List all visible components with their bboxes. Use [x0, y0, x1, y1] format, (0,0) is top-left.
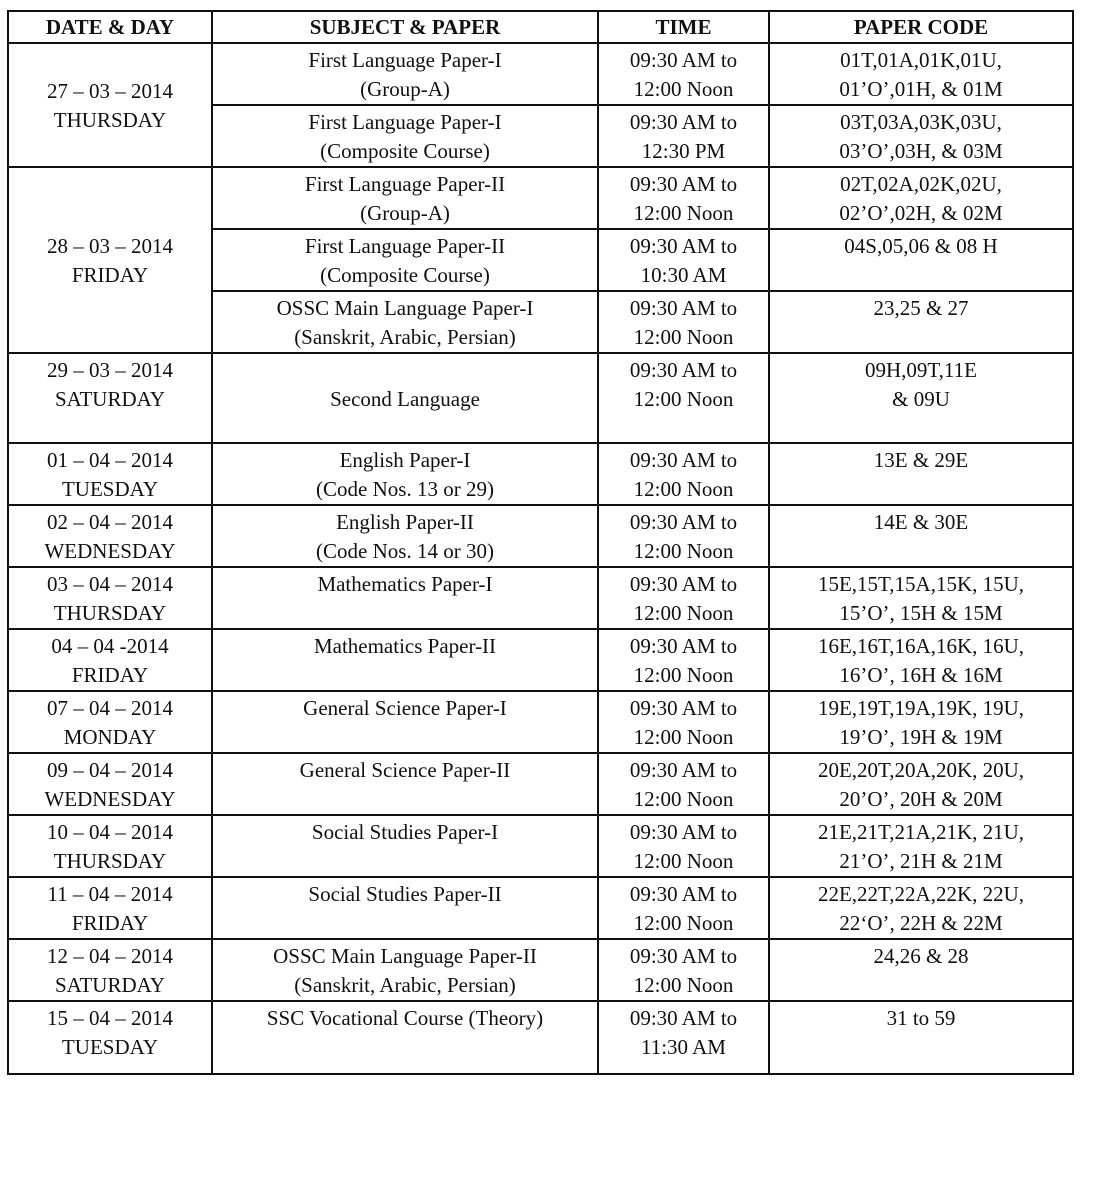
subject-cell: [212, 353, 598, 443]
header-subject-paper: SUBJECT & PAPER: [212, 11, 598, 43]
time-line: 09:30 AM to: [629, 296, 738, 320]
table-row: [8, 167, 1073, 229]
subject-cell: [212, 691, 598, 753]
exam-date: 11 – 04 – 2014: [47, 882, 173, 906]
table-row: [8, 939, 1073, 1001]
subject-line: (Composite Course): [320, 263, 490, 287]
subject-line: OSSC Main Language Paper-I: [276, 296, 534, 320]
date-day-cell: [8, 877, 212, 939]
paper-code-cell: [769, 505, 1073, 567]
paper-code-line: 15E,15T,15A,15K, 15U,: [817, 572, 1025, 596]
time-line: 09:30 AM to: [629, 696, 738, 720]
time-line: 09:30 AM to: [629, 634, 738, 658]
time-line: 12:00 Noon: [633, 201, 734, 225]
table-row: [8, 567, 1073, 629]
date-day-cell: [8, 1001, 212, 1074]
table-row: [8, 629, 1073, 691]
time-line: 12:00 Noon: [633, 973, 734, 997]
time-line: 12:00 Noon: [633, 663, 734, 687]
exam-date: 09 – 04 – 2014: [47, 758, 173, 782]
time-line: 12:00 Noon: [633, 77, 734, 101]
subject-line: (Code Nos. 14 or 30): [316, 539, 494, 563]
paper-code-line: 19E,19T,19A,19K, 19U,: [817, 696, 1025, 720]
exam-day: SATURDAY: [54, 387, 166, 411]
paper-code-line: 21’O’, 21H & 21M: [839, 849, 1003, 873]
exam-day: THURSDAY: [53, 601, 167, 625]
paper-code-cell: [769, 105, 1073, 167]
paper-code-cell: [769, 815, 1073, 877]
time-line: 12:00 Noon: [633, 849, 734, 873]
subject-cell: [212, 815, 598, 877]
time-line: 09:30 AM to: [629, 944, 738, 968]
subject-cell: [212, 1001, 598, 1074]
exam-date: 15 – 04 – 2014: [47, 1006, 173, 1030]
timetable-body: [8, 43, 1073, 1074]
paper-code-cell: [769, 229, 1073, 291]
paper-code-line: 21E,21T,21A,21K, 21U,: [817, 820, 1025, 844]
header-row: [8, 11, 1073, 43]
exam-date: 10 – 04 – 2014: [47, 820, 173, 844]
time-line: 12:00 Noon: [633, 477, 734, 501]
paper-code-line: 23,25 & 27: [873, 296, 969, 320]
paper-code-line: 01T,01A,01K,01U,: [840, 48, 1002, 72]
time-cell: [598, 939, 769, 1001]
subject-line: OSSC Main Language Paper-II: [273, 944, 537, 968]
paper-code-cell: [769, 43, 1073, 105]
paper-code-line: 13E & 29E: [873, 448, 969, 472]
time-cell: [598, 291, 769, 353]
table-row: [8, 505, 1073, 567]
paper-code-line: 16’O’, 16H & 16M: [839, 663, 1003, 687]
time-line: 09:30 AM to: [629, 358, 738, 382]
header-time: TIME: [598, 11, 769, 43]
subject-line: Second Language: [330, 387, 480, 411]
exam-day: WEDNESDAY: [44, 787, 176, 811]
subject-cell: [212, 229, 598, 291]
exam-day: THURSDAY: [53, 108, 167, 132]
time-line: 09:30 AM to: [629, 110, 738, 134]
paper-code-cell: [769, 291, 1073, 353]
time-cell: [598, 167, 769, 229]
time-line: 09:30 AM to: [629, 510, 738, 534]
table-row: [8, 815, 1073, 877]
time-line: 12:00 Noon: [633, 387, 734, 411]
time-cell: [598, 753, 769, 815]
exam-day: TUESDAY: [61, 1035, 159, 1059]
date-day-cell: [8, 167, 212, 353]
paper-code-line: 03T,03A,03K,03U,: [840, 110, 1002, 134]
subject-line: (Group-A): [360, 201, 450, 225]
exam-date: 02 – 04 – 2014: [47, 510, 173, 534]
time-cell: [598, 43, 769, 105]
time-line: 09:30 AM to: [629, 234, 738, 258]
time-line: 09:30 AM to: [629, 882, 738, 906]
table-row: [8, 877, 1073, 939]
time-cell: [598, 629, 769, 691]
time-line: 09:30 AM to: [629, 448, 738, 472]
date-day-cell: [8, 353, 212, 443]
subject-cell: [212, 43, 598, 105]
table-row: [8, 353, 1073, 443]
paper-code-line: 22E,22T,22A,22K, 22U,: [817, 882, 1025, 906]
date-day-cell: [8, 691, 212, 753]
subject-line: SSC Vocational Course (Theory): [266, 1006, 544, 1030]
subject-line: First Language Paper-I: [308, 110, 502, 134]
time-line: 12:00 Noon: [633, 325, 734, 349]
time-cell: [598, 105, 769, 167]
paper-code-line: 15’O’, 15H & 15M: [839, 601, 1003, 625]
subject-line: Mathematics Paper-II: [313, 634, 497, 658]
time-line: 12:00 Noon: [633, 725, 734, 749]
paper-code-line: 22‘O’, 22H & 22M: [839, 911, 1003, 935]
exam-day: TUESDAY: [61, 477, 159, 501]
table-row: [8, 691, 1073, 753]
exam-date: 01 – 04 – 2014: [47, 448, 173, 472]
time-cell: [598, 353, 769, 443]
subject-cell: [212, 443, 598, 505]
paper-code-cell: [769, 353, 1073, 443]
paper-code-cell: [769, 1001, 1073, 1074]
subject-line: English Paper-II: [336, 510, 474, 534]
table-row: [8, 43, 1073, 105]
subject-line: (Sanskrit, Arabic, Persian): [294, 973, 516, 997]
exam-day: FRIDAY: [71, 911, 149, 935]
paper-code-line: 31 to 59: [886, 1006, 956, 1030]
subject-cell: [212, 105, 598, 167]
subject-line: Social Studies Paper-II: [308, 882, 502, 906]
paper-code-line: 02’O’,02H, & 02M: [839, 201, 1003, 225]
subject-cell: [212, 877, 598, 939]
time-line: 10:30 AM: [640, 263, 727, 287]
subject-line: First Language Paper-I: [308, 48, 502, 72]
paper-code-line: 03’O’,03H, & 03M: [839, 139, 1003, 163]
subject-line: (Group-A): [360, 77, 450, 101]
time-cell: [598, 229, 769, 291]
time-line: 12:00 Noon: [633, 911, 734, 935]
header-paper-code: PAPER CODE: [769, 11, 1073, 43]
exam-date: 28 – 03 – 2014: [47, 234, 173, 258]
time-cell: [598, 691, 769, 753]
header-date-day: DATE & DAY: [8, 11, 212, 43]
subject-line: First Language Paper-II: [304, 234, 506, 258]
date-day-cell: [8, 567, 212, 629]
subject-line: English Paper-I: [339, 448, 471, 472]
subject-line: First Language Paper-II: [304, 172, 506, 196]
date-day-cell: [8, 815, 212, 877]
subject-line: Social Studies Paper-I: [311, 820, 499, 844]
table-row: [8, 753, 1073, 815]
time-line: 12:00 Noon: [633, 539, 734, 563]
paper-code-cell: [769, 567, 1073, 629]
time-line: 12:30 PM: [641, 139, 726, 163]
exam-day: THURSDAY: [53, 849, 167, 873]
paper-code-cell: [769, 443, 1073, 505]
exam-day: SATURDAY: [54, 973, 166, 997]
paper-code-line: 02T,02A,02K,02U,: [840, 172, 1002, 196]
exam-date: 12 – 04 – 2014: [47, 944, 173, 968]
exam-date: 27 – 03 – 2014: [47, 79, 173, 103]
time-line: 09:30 AM to: [629, 172, 738, 196]
time-line: 09:30 AM to: [629, 820, 738, 844]
paper-code-cell: [769, 753, 1073, 815]
date-day-cell: [8, 443, 212, 505]
paper-code-cell: [769, 939, 1073, 1001]
time-line: 12:00 Noon: [633, 601, 734, 625]
time-line: 09:30 AM to: [629, 1006, 738, 1030]
paper-code-line: 09H,09T,11E: [865, 358, 977, 382]
exam-day: FRIDAY: [71, 263, 149, 287]
paper-code-line: & 09U: [892, 387, 950, 411]
subject-line: (Code Nos. 13 or 29): [316, 477, 494, 501]
exam-date: 07 – 04 – 2014: [47, 696, 173, 720]
subject-cell: [212, 291, 598, 353]
subject-cell: [212, 567, 598, 629]
time-cell: [598, 815, 769, 877]
time-line: 12:00 Noon: [633, 787, 734, 811]
paper-code-line: 16E,16T,16A,16K, 16U,: [817, 634, 1025, 658]
subject-cell: [212, 505, 598, 567]
paper-code-cell: [769, 877, 1073, 939]
exam-day: WEDNESDAY: [44, 539, 176, 563]
subject-line: (Sanskrit, Arabic, Persian): [294, 325, 516, 349]
time-cell: [598, 1001, 769, 1074]
time-cell: [598, 443, 769, 505]
time-line: 09:30 AM to: [629, 48, 738, 72]
paper-code-line: 04S,05,06 & 08 H: [844, 234, 998, 258]
time-cell: [598, 877, 769, 939]
subject-cell: [212, 939, 598, 1001]
time-line: 09:30 AM to: [629, 758, 738, 782]
paper-code-line: 14E & 30E: [873, 510, 969, 534]
exam-day: FRIDAY: [71, 663, 149, 687]
exam-day: MONDAY: [63, 725, 157, 749]
paper-code-cell: [769, 691, 1073, 753]
subject-line: General Science Paper-II: [299, 758, 511, 782]
subject-line: Mathematics Paper-I: [317, 572, 493, 596]
table-row: [8, 1001, 1073, 1074]
date-day-cell: [8, 753, 212, 815]
exam-date: 29 – 03 – 2014: [47, 358, 173, 382]
time-line: 11:30 AM: [641, 1035, 726, 1059]
exam-date: 04 – 04 -2014: [51, 634, 169, 658]
subject-cell: [212, 629, 598, 691]
table-row: [8, 443, 1073, 505]
paper-code-line: 20E,20T,20A,20K, 20U,: [817, 758, 1025, 782]
paper-code-line: 19’O’, 19H & 19M: [839, 725, 1003, 749]
subject-cell: [212, 167, 598, 229]
paper-code-line: 01’O’,01H, & 01M: [839, 77, 1003, 101]
time-cell: [598, 505, 769, 567]
paper-code-cell: [769, 167, 1073, 229]
subject-line: General Science Paper-I: [303, 696, 507, 720]
date-day-cell: [8, 629, 212, 691]
date-day-cell: [8, 43, 212, 167]
paper-code-cell: [769, 629, 1073, 691]
subject-line: (Composite Course): [320, 139, 490, 163]
paper-code-line: 20’O’, 20H & 20M: [839, 787, 1003, 811]
date-day-cell: [8, 505, 212, 567]
subject-cell: [212, 753, 598, 815]
paper-code-line: 24,26 & 28: [873, 944, 969, 968]
time-cell: [598, 567, 769, 629]
date-day-cell: [8, 939, 212, 1001]
exam-date: 03 – 04 – 2014: [47, 572, 173, 596]
time-line: 09:30 AM to: [629, 572, 738, 596]
exam-timetable: [7, 10, 1074, 1075]
